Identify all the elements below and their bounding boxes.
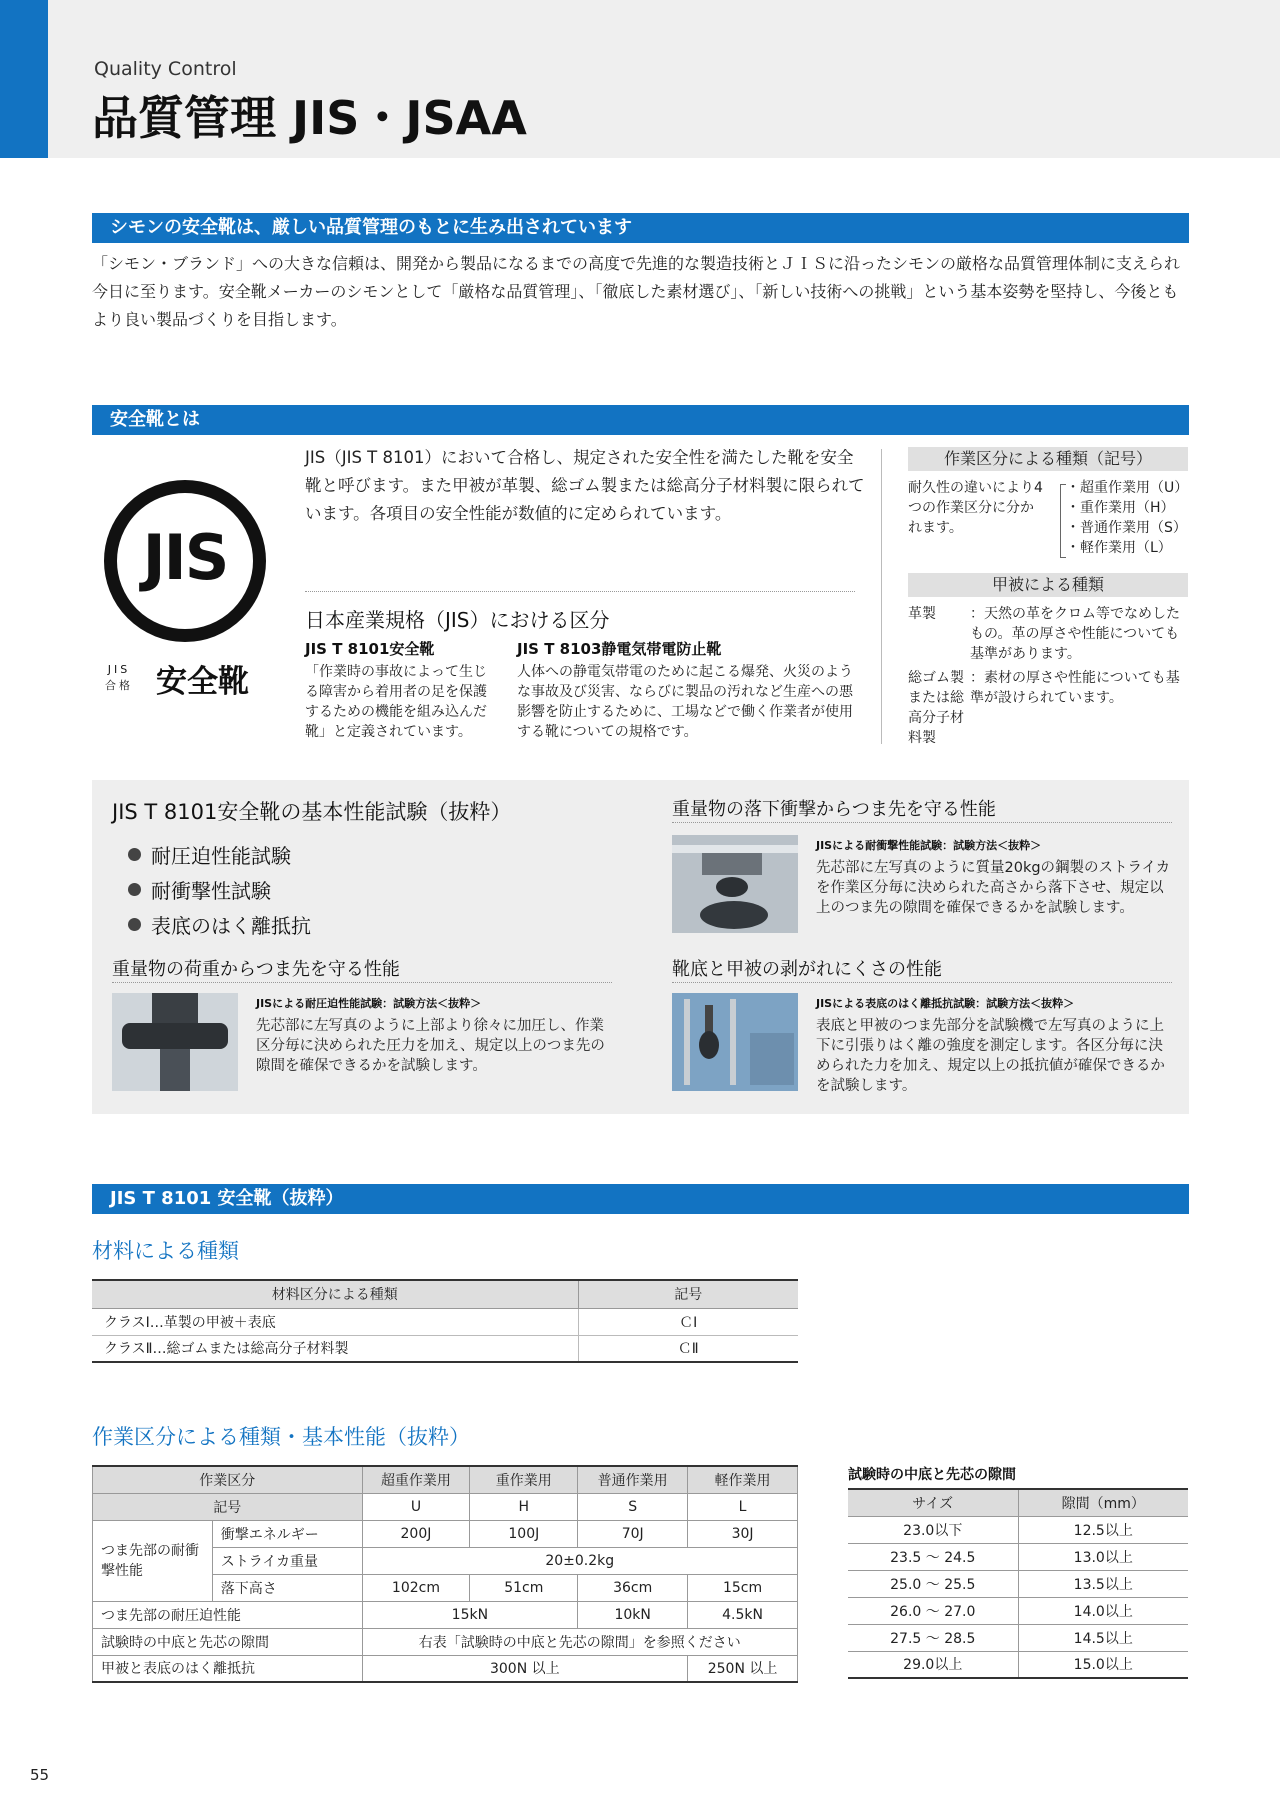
table-cell: 12.5以上 [1018,1516,1188,1543]
test-bullet [128,910,311,939]
table-row [848,1597,1188,1624]
divider [672,982,1172,983]
table-cell: 13.0以上 [1018,1543,1188,1570]
table-cell: 13.5以上 [1018,1570,1188,1597]
material-title: 材料による種類 [92,1239,239,1263]
table-cell: 200J [362,1520,470,1547]
jis-8101-title: JIS T 8101安全靴 [305,640,435,658]
test-bullet-label: 耐圧迫性能試験 [151,844,291,868]
material-table [92,1279,798,1363]
table-cell: 26.0 ～ 27.0 [848,1597,1018,1624]
table-cell: 36cm [578,1574,688,1601]
table-cell: クラスⅡ…総ゴムまたは総高分子材料製 [92,1335,578,1362]
work-class-list [1066,478,1196,558]
jis-8103-title: JIS T 8103静電気帯電防止靴 [517,640,722,658]
jis-mark-logo: JIS [104,480,266,642]
column-header: 記号 [578,1280,798,1308]
table-cell: 23.0以下 [848,1516,1018,1543]
compress-method: JISによる耐圧迫性能試験：試験方法＜抜粋＞ [256,997,482,1010]
table-cell: 30J [688,1520,798,1547]
column-header: サイズ [848,1489,1018,1516]
table-row [848,1624,1188,1651]
row-header: 落下高さ [212,1574,362,1601]
table-cell: S [578,1493,688,1520]
jis-8101-text: 「作業時の事故によって生じる障害から着用者の足を保護するための機能を組み込んだ靴」と定義されています。 [305,664,487,740]
table-row [93,1628,798,1655]
table-header-row [848,1489,1188,1516]
column-header: 作業区分 [93,1466,363,1493]
upper-leather-label: 革製 [908,606,936,622]
test-bullet-label: 耐衝撃性試験 [151,879,271,903]
table-row [93,1601,798,1628]
table-header-row [93,1466,798,1493]
upper-leather-text: ：天然の革をクロム等でなめしたもの。革の厚さや性能についても基準があります。 [970,606,1180,662]
jis-mark-caption-small: JIS 合格 [105,663,133,692]
divider [672,822,1172,823]
column-header: 隙間（mm） [1018,1489,1188,1516]
page-number: 55 [30,1766,50,1784]
impact-method: JISによる耐衝撃性能試験：試験方法＜抜粋＞ [816,839,1042,852]
table-cell: U [362,1493,470,1520]
table-cell: 10kN [578,1601,688,1628]
compress-text: 先芯部に左写真のように上部より徐々に加圧し、作業区分毎に決められた圧力を加え、規定以上のつま先の隙間を確保できるかを試験します。 [256,1018,605,1074]
spec-bar: JIS T 8101 安全靴（抜粋） [92,1184,1189,1214]
test-bullet [128,875,271,904]
peel-test-photo [672,993,798,1091]
table-cell: 4.5kN [688,1601,798,1628]
impact-title: 重量物の落下衝撃からつま先を守る性能 [672,799,996,820]
table-row [848,1516,1188,1543]
upper-rubber-text: ：素材の厚さや性能についても基準が設けられています。 [970,670,1180,706]
bullet-dot [128,918,141,931]
column-header: 普通作業用 [578,1466,688,1493]
tests-title: JIS T 8101安全靴の基本性能試験（抜粋） [112,800,512,824]
work-class-text: 耐久性の違いにより4つの作業区分に分かれます。 [908,480,1043,536]
work-class-heading: 作業区分による種類（記号） [908,447,1188,471]
table-cell: 14.5以上 [1018,1624,1188,1651]
jis-8103-text: 人体への静電気帯電のために起こる爆発、火災のような事故及び災害、ならびに製品の汚れなど生産への悪影響を防止するために、工場などで働く作業者が使用する靴についての規格です。 [517,664,853,740]
impact-text: 先芯部に左写真のように質量20kgの鋼製のストライカを作業区分毎に決められた高さから落下させ、規定以上のつま先の隙間を確保できるかを試験します。 [816,860,1171,916]
peel-method: JISによる表底のはく離抵抗試験：試験方法＜抜粋＞ [816,997,1075,1010]
gap-table-title: 試験時の中底と先芯の隙間 [848,1467,1016,1483]
impact-test-illustration [672,835,798,933]
intro-text: 「シモン・ブランド」への大きな信頼は、開発から製品になるまでの高度で先進的な製造技術とＪＩＳに沿ったシモンの厳格な品質管理体制に支えられ今日に至ります。安全靴メーカーのシモンとして「厳格な品質管理」、「徹底した素材選び」、「新しい技術への挑戦」という基本姿勢を堅持し、今後ともより良い製品づくりを目指します。 [92,254,1181,329]
table-row [848,1570,1188,1597]
table-cell: 250N 以上 [688,1655,798,1682]
table-row [93,1493,798,1520]
table-row [93,1655,798,1682]
divider [881,449,882,744]
table-cell: 51cm [470,1574,578,1601]
table-row [848,1543,1188,1570]
row-header: 甲被と表底のはく離抵抗 [93,1655,363,1682]
about-text: JIS（JIS T 8101）において合格し、規定された安全性を満たした靴を安全靴と呼びます。また甲被が革製、総ゴム製または総高分子材料製に限られています。各項目の安全性能が数値的に定められています。 [305,448,865,523]
table-header-row [92,1280,798,1308]
work-class-item: ・重作業用（H） [1066,500,1175,516]
table-cell: 25.0 ～ 25.5 [848,1570,1018,1597]
table-row [848,1651,1188,1678]
upper-type-heading: 甲被による種類 [908,573,1188,597]
table-row [93,1520,798,1547]
table-cell: 右表「試験時の中底と先芯の隙間」を参照ください [362,1628,798,1655]
divider [112,982,612,983]
table-cell: クラスⅠ…革製の甲被＋表底 [92,1308,578,1335]
gap-table [848,1488,1188,1679]
impact-test-photo [672,835,798,933]
row-group-header: つま先部の耐衝撃性能 [93,1520,213,1601]
table-cell: 23.5 ～ 24.5 [848,1543,1018,1570]
row-header: つま先部の耐圧迫性能 [93,1601,363,1628]
column-header: 材料区分による種類 [92,1280,578,1308]
intro-bar: シモンの安全靴は、厳しい品質管理のもとに生み出されています [92,213,1189,243]
bullet-dot [128,883,141,896]
peel-text: 表底と甲被のつま先部分を試験機で左写真のように上下に引張りはく離の強度を測定します。各区分毎に決められた力を加え、規定以上の抵抗値が確保できるかを試験します。 [816,1018,1165,1094]
work-class-item: ・超重作業用（U） [1066,480,1189,496]
work-class-item: ・普通作業用（S） [1066,520,1187,536]
column-header: 軽作業用 [688,1466,798,1493]
table-cell: ＣⅠ [578,1308,798,1335]
column-header: 超重作業用 [362,1466,470,1493]
row-header: ストライカ重量 [212,1547,362,1574]
table-cell: 15.0以上 [1018,1651,1188,1678]
work-class-item: ・軽作業用（L） [1066,540,1172,556]
table-cell: 15kN [362,1601,578,1628]
table-row [92,1335,798,1362]
work-table-title: 作業区分による種類・基本性能（抜粋） [92,1425,470,1449]
work-performance-table [92,1465,798,1683]
table-cell: 20±0.2kg [362,1547,798,1574]
table-cell: 14.0以上 [1018,1597,1188,1624]
table-row [92,1308,798,1335]
test-bullet [128,840,291,869]
jis-mark-caption-big: 安全靴 [156,664,249,700]
table-cell: 15cm [688,1574,798,1601]
compress-title: 重量物の荷重からつま先を守る性能 [112,959,400,980]
column-header: 重作業用 [470,1466,578,1493]
table-cell: H [470,1493,578,1520]
table-cell: 300N 以上 [362,1655,688,1682]
row-header: 記号 [93,1493,363,1520]
table-cell: ＣⅡ [578,1335,798,1362]
table-cell: 29.0以上 [848,1651,1018,1678]
compression-test-photo [112,993,238,1091]
table-cell: 102cm [362,1574,470,1601]
table-cell: 70J [578,1520,688,1547]
about-bar: 安全靴とは [92,405,1189,435]
peel-test-illustration [672,993,798,1091]
table-cell: 27.5 ～ 28.5 [848,1624,1018,1651]
peel-title: 靴底と甲被の剥がれにくさの性能 [672,959,942,980]
upper-rubber-label: 総ゴム製または総高分子材料製 [908,670,964,746]
jis-heading: 日本産業規格（JIS）における区分 [305,608,610,632]
table-cell: L [688,1493,798,1520]
bullet-dot [128,848,141,861]
compression-test-illustration [112,993,238,1091]
header-accent [0,0,48,158]
divider [305,591,855,592]
table-cell: 100J [470,1520,578,1547]
header-subtitle: Quality Control [94,58,237,80]
test-bullet-label: 表底のはく離抵抗 [151,914,311,938]
row-header: 試験時の中底と先芯の隙間 [93,1628,363,1655]
page-title: 品質管理 JIS・JSAA [92,91,527,145]
row-header: 衝撃エネルギー [212,1520,362,1547]
